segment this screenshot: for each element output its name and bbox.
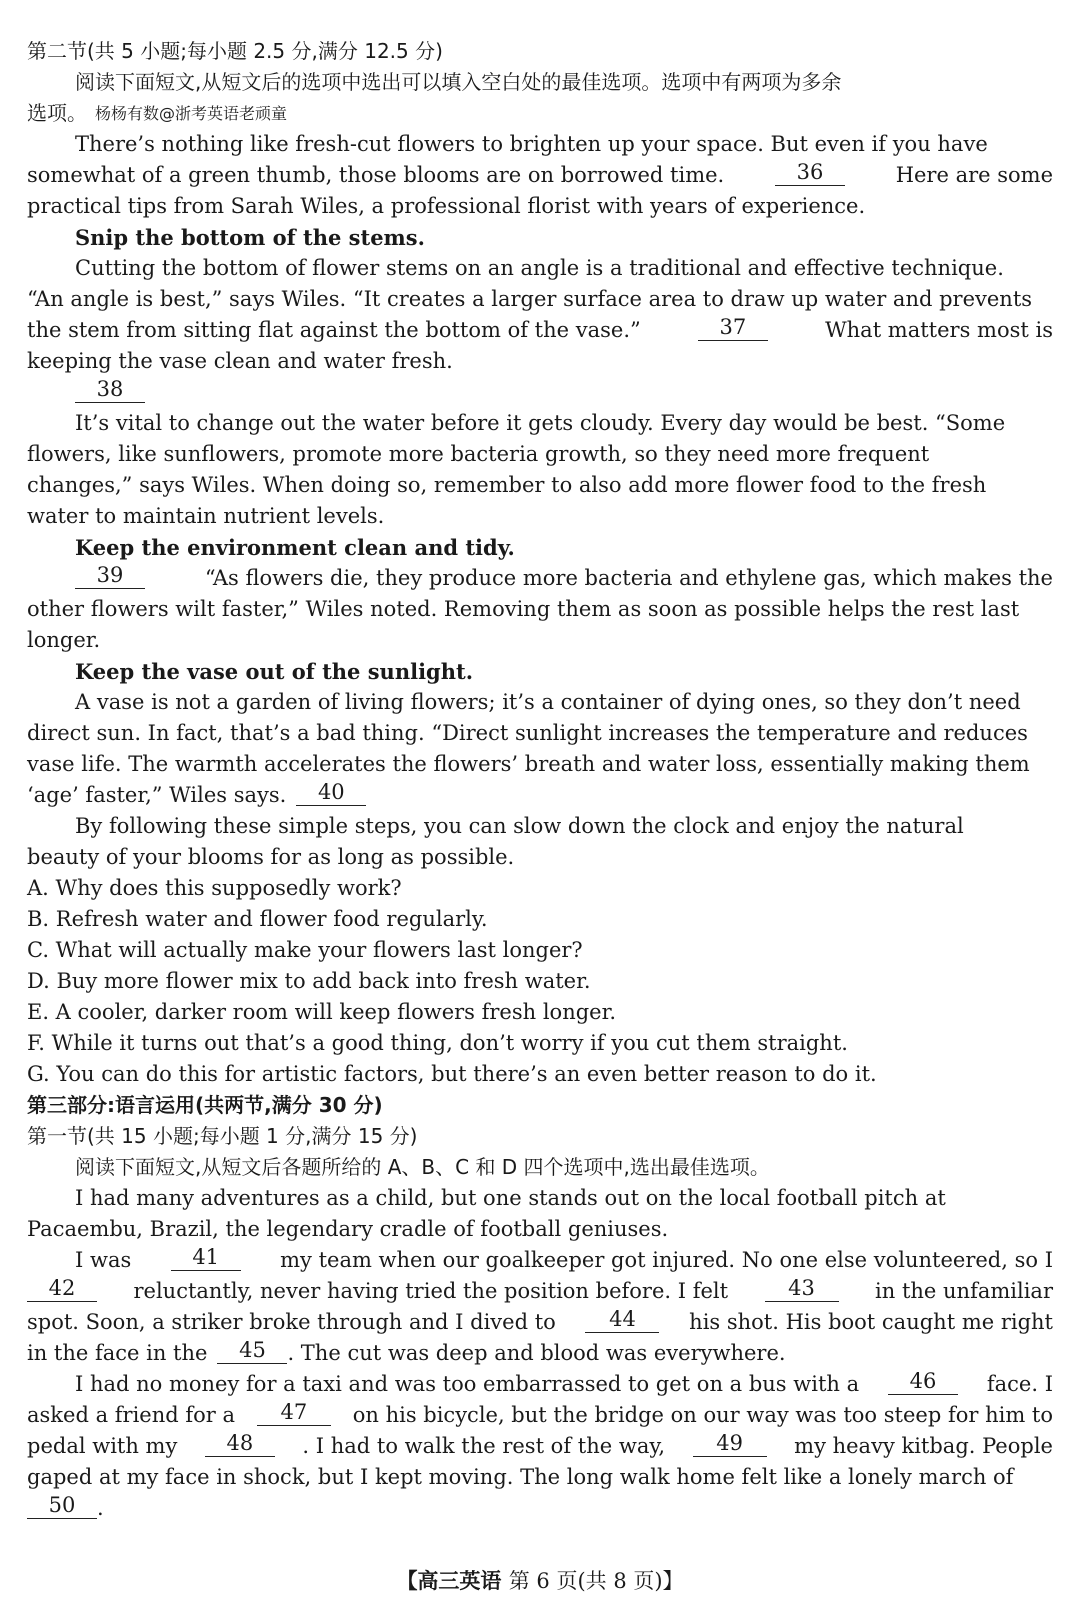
blank-42[interactable]: 42: [27, 1276, 97, 1302]
text-line: I had many adventures as a child, but one stands out on the local football pitch at: [75, 1186, 946, 1210]
text-line: in the face in the 45 . The cut was deep and blood was everywhere.: [27, 1338, 786, 1365]
blank-50[interactable]: 50: [27, 1493, 97, 1519]
blank-38[interactable]: 38: [75, 377, 145, 403]
text-line: It’s vital to change out the water before it gets cloudy. Every day would be best. “Some: [75, 411, 1006, 435]
text-line: the stem from sitting flat against the bottom of the vase.” 37 What matters most is: [27, 315, 1053, 342]
text-line: [27, 377, 1053, 408]
text-line: flowers, like sunflowers, promote more bacteria growth, so they need more frequent: [27, 442, 930, 466]
blank-49[interactable]: 49: [693, 1431, 767, 1457]
subheading: Keep the vase out of the sunlight.: [75, 659, 474, 684]
blank-45[interactable]: 45: [217, 1338, 287, 1364]
subheading: Snip the bottom of the stems.: [75, 225, 425, 250]
instruction-line: 选项。 杨杨有数@浙考英语老顽童: [27, 98, 1053, 129]
blank-44[interactable]: 44: [585, 1307, 659, 1333]
blank-36[interactable]: 36: [775, 160, 845, 186]
text-line: practical tips from Sarah Wiles, a professional florist with years of experience.: [27, 194, 866, 218]
blank-41[interactable]: 41: [171, 1245, 241, 1271]
option-b[interactable]: B. Refresh water and flower food regularly.: [27, 907, 488, 931]
text-line: keeping the vase clean and water fresh.: [27, 349, 453, 373]
text-line: 39 “As flowers die, they produce more bacteria and ethylene gas, which makes the: [27, 563, 1053, 594]
instruction-line: 阅读下面短文,从短文后的选项中选出可以填入空白处的最佳选项。选项中有两项为多余: [75, 70, 842, 94]
part-heading: 第三部分:语言运用(共两节,满分 30 分): [27, 1093, 383, 1117]
text-line: changes,” says Wiles. When doing so, remember to also add more flower food to the fresh: [27, 473, 987, 497]
text-line: pedal with my 48 . I had to walk the rest of the way, 49 my heavy kitbag. People: [27, 1431, 1053, 1458]
option-f[interactable]: F. While it turns out that’s a good thing, don’t worry if you cut them straight.: [27, 1031, 848, 1055]
blank-40[interactable]: 40: [296, 780, 366, 806]
page-footer: [0, 1565, 1080, 1595]
text-line: A vase is not a garden of living flowers; it’s a container of dying ones, so they don’t need: [75, 690, 1021, 714]
blank-47[interactable]: 47: [257, 1400, 331, 1426]
footer-label: 【高三英语: [396, 1569, 502, 1593]
text-line: There’s nothing like fresh-cut flowers to brighten up your space. But even if you have: [75, 132, 988, 156]
blank-48[interactable]: 48: [205, 1431, 275, 1457]
text-line: other flowers wilt faster,” Wiles noted. Removing them as soon as possible helps the rest last: [27, 597, 1020, 621]
text-line: gaped at my face in shock, but I kept moving. The long walk home felt like a lonely march of: [27, 1465, 1014, 1489]
text-line: longer.: [27, 628, 101, 652]
watermark: 杨杨有数@浙考英语老顽童: [95, 104, 288, 123]
text-line: 50 .: [27, 1493, 1053, 1524]
text-line: 42 reluctantly, never having tried the position before. I felt 43 in the unfamiliar: [27, 1276, 1053, 1307]
option-c[interactable]: C. What will actually make your flowers last longer?: [27, 938, 583, 962]
text-line: By following these simple steps, you can slow down the clock and enjoy the natural: [75, 814, 964, 838]
text-line: Pacaembu, Brazil, the legendary cradle of football geniuses.: [27, 1217, 669, 1241]
option-d[interactable]: D. Buy more flower mix to add back into fresh water.: [27, 969, 591, 993]
text-line: beauty of your blooms for as long as possible.: [27, 845, 515, 869]
subheading: Keep the environment clean and tidy.: [75, 535, 515, 560]
blank-39[interactable]: 39: [75, 563, 145, 589]
text-line: somewhat of a green thumb, those blooms are on borrowed time. 36 Here are some: [27, 160, 1053, 187]
text-line: I was 41 my team when our goalkeeper got injured. No one else volunteered, so I: [75, 1245, 1053, 1272]
text-line: vase life. The warmth accelerates the flowers’ breath and water loss, essentially making them: [27, 752, 1030, 776]
option-g[interactable]: G. You can do this for artistic factors, but there’s an even better reason to do it.: [27, 1062, 877, 1086]
page-number: 第 6 页(共 8 页)】: [508, 1569, 684, 1593]
text-line: water to maintain nutrient levels.: [27, 504, 385, 528]
text-line: direct sun. In fact, that’s a bad thing. “Direct sunlight increases the temperature and reduces: [27, 721, 1028, 745]
option-a[interactable]: A. Why does this supposedly work?: [27, 876, 402, 900]
text-line: spot. Soon, a striker broke through and I dived to 44 his shot. His boot caught me right: [27, 1307, 1053, 1334]
text-line: Cutting the bottom of flower stems on an angle is a traditional and effective technique.: [75, 256, 1004, 280]
blank-43[interactable]: 43: [765, 1276, 839, 1302]
blank-46[interactable]: 46: [888, 1369, 958, 1395]
section-heading: 第一节(共 15 小题;每小题 1 分,满分 15 分): [27, 1124, 418, 1148]
text-line: ‘age’ faster,” Wiles says. 40: [27, 780, 1053, 811]
text-line: asked a friend for a 47 on his bicycle, but the bridge on our way was too steep for him to: [27, 1400, 1053, 1427]
exam-page: [27, 36, 1053, 1524]
option-e[interactable]: E. A cooler, darker room will keep flowers fresh longer.: [27, 1000, 616, 1024]
text-line: I had no money for a taxi and was too embarrassed to get on a bus with a 46 face. I: [75, 1369, 1053, 1396]
section-heading: 第二节(共 5 小题;每小题 2.5 分,满分 12.5 分): [27, 39, 443, 63]
instruction-line: 阅读下面短文,从短文后各题所给的 A、B、C 和 D 四个选项中,选出最佳选项。: [75, 1155, 770, 1179]
blank-37[interactable]: 37: [698, 315, 768, 341]
text-line: “An angle is best,” says Wiles. “It creates a larger surface area to draw up water and prevents: [27, 287, 1033, 311]
